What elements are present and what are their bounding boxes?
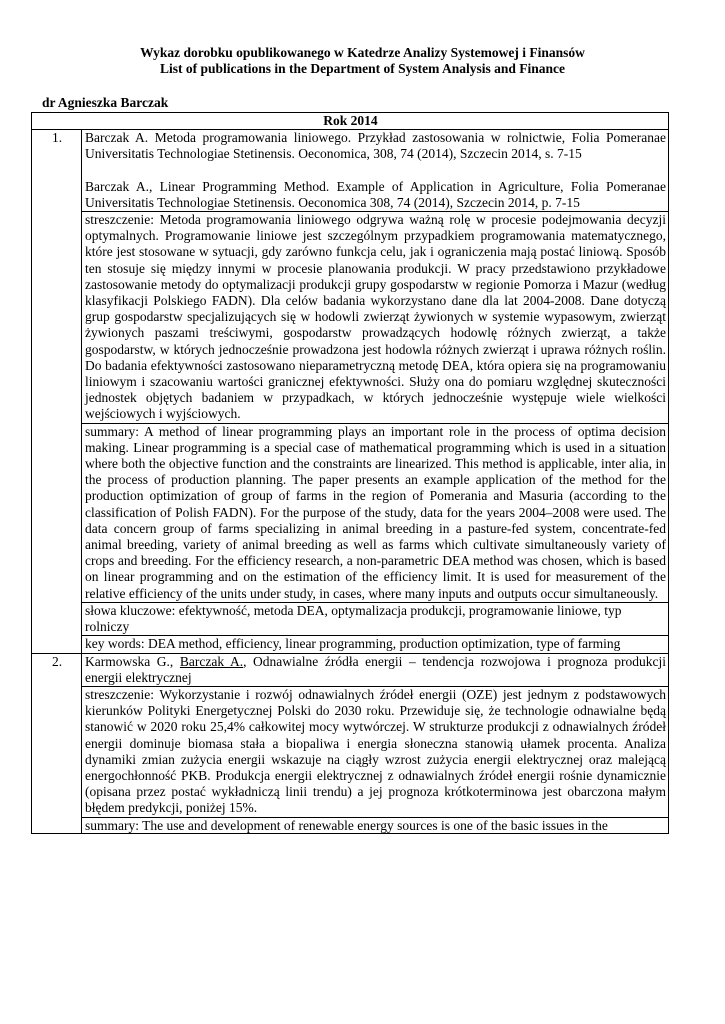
abstract-pl: streszczenie: Metoda programowania liniowego odgrywa ważną rolę w procesie podejmowania decyzji optymalnych. Programowanie liniowe jest szczególnym przypadkiem programowania matematycznego, które jest stosowane w sytuacji, gdy zarówno funkcja celu, jak i ograniczenia mają postać liniową. Sposób ten stosuje się między innymi w procesie planowania produkcji. W pracy przedstawiono przykładowe zastosowanie metody do optymalizacji produkcji grupy gospodarstw w regionie Pomorza i Mazur (według klasyfikacji Polskiego FADN). Dla celów badania wykorzystano dane dla lat 2004-2008. Dane dotyczą grup gospodarstw specjalizujących się w hodowli zwierząt żywionych w systemie wypasowym, zwierząt żywionych paszami treściwymi, gospodarstw prowadzących hodowlę różnych zwierząt, a także gospodarstw, w których jednocześnie prowadzona jest hodowla różnych zwierząt i uprawa różnych roślin. Do badania efektywności zastosowano nieparametryczną metodę DEA, która opiera się na programowaniu liniowym i szacowaniu wartości granicznej efektywności. Służy ona do pomiaru względnej skuteczności jednostek objętych badaniem w przypadkach, w których jednocześnie występuje wiele wielkości wejściowych i wyjściowych. xyxy=(82,212,669,424)
abstract-en-cell xyxy=(82,817,669,833)
citation-cell xyxy=(82,653,669,686)
keywords-pl: słowa kluczowe: efektywność, metoda DEA, optymalizacja produkcji, programowanie liniowe, typ rolniczy xyxy=(82,602,669,635)
document-title-en: List of publications in the Department of System Analysis and Finance xyxy=(159,61,566,76)
citation-en: Barczak A., Linear Programming Method. Example of Application in Agriculture, Folia Pomeranae Universitatis Technologiae Stetinensis. Oeconomica 308, 74 (2014), Szczecin 2014, p. 7-15 xyxy=(85,178,666,210)
table-row xyxy=(32,653,669,686)
year-row xyxy=(32,113,669,130)
table-row xyxy=(32,636,669,653)
citation-cell xyxy=(82,130,669,212)
citation-author-highlighted: Barczak A. xyxy=(179,653,244,669)
table-row xyxy=(32,817,669,833)
abstract-en: summary: A method of linear programming plays an important role in the process of optima decision making. Linear programming is a special case of mathematical programming which is used in a situation where both the objective function and the constraints are linearized. This method is applicable, inter alia, in the process of production planning. The paper presents an example application of the method for the production optimization of group of farms in the region of Pomerania and Masuria (according to the classification of Polish FADN). For the purpose of the study, data for the years 2004–2008 were used. The data concern group of farms specializing in animal breeding in a pasture-fed system, concentrate-fed animal breeding, variety of animal breeding as well as farms which cultivate simultaneously variety of crops and breeding. For the efficiency research, a non-parametric DEA method was chosen, which is based on linear programming and on the estimation of the efficiency limit. It is used for measurement of the relative efficiency of the units under study, in cases, where many inputs and outputs occur simultaneously. xyxy=(82,423,669,602)
publication-number: 1. xyxy=(32,130,82,653)
table-row xyxy=(32,130,669,212)
year-label: Rok 2014 xyxy=(32,113,669,130)
table-row xyxy=(32,686,669,817)
citation-pl: Barczak A. Metoda programowania liniowego. Przykład zastosowania w rolnictwie, Folia Pomeranae Universitatis Technologiae Stetinensis. Oeconomica, 308, 74 (2014), Szczecin 2014, s. 7-15 xyxy=(85,130,666,162)
citation-title: , Odnawialne źródła energii – tendencja rozwojowa i prognoza produkcji energii elektrycznej xyxy=(85,653,666,685)
citation-author: Karmowska G., xyxy=(85,653,180,669)
abstract-pl: streszczenie: Wykorzystanie i rozwój odnawialnych źródeł energii (OZE) jest jednym z podstawowych kierunków Polityki Energetycznej Polski do 2030 roku. Przewiduje się, że technologie odnawialne będą stanowić w 2020 roku 25,4% całkowitej mocy wytwórczej. W strukturze produkcji z odnawialnych źródeł energii dominuje biomasa stała a biopaliwa i energia słoneczna stanowią ułamek procenta. Analiza dynamiki zmian zużycia energii wskazuje na ciągły wzrost zużycia energii elektrycznej oraz malejącą energochłonność PKB. Produkcja energii elektrycznej z odnawialnych źródeł energii rośnie dynamicznie (opisana przez postać wykładniczą linii trendu) a jej prognoza krótkoterminowa jest obarczona małym błędem predykcji, poniżej 15%. xyxy=(82,686,669,817)
document-title-pl: Wykaz dorobku opublikowanego w Katedrze Analizy Systemowej i Finansów xyxy=(140,45,585,60)
publication-number: 2. xyxy=(32,653,82,833)
table-row xyxy=(32,212,669,424)
abstract-en: summary: The use and development of renewable energy sources is one of the basic issues in the xyxy=(85,817,608,833)
table-row xyxy=(32,423,669,602)
table-row xyxy=(32,602,669,635)
author-name: dr Agnieszka Barczak xyxy=(42,95,169,110)
publications-table xyxy=(31,112,669,834)
keywords-en: key words: DEA method, efficiency, linear programming, production optimization, type of farming xyxy=(82,636,669,653)
